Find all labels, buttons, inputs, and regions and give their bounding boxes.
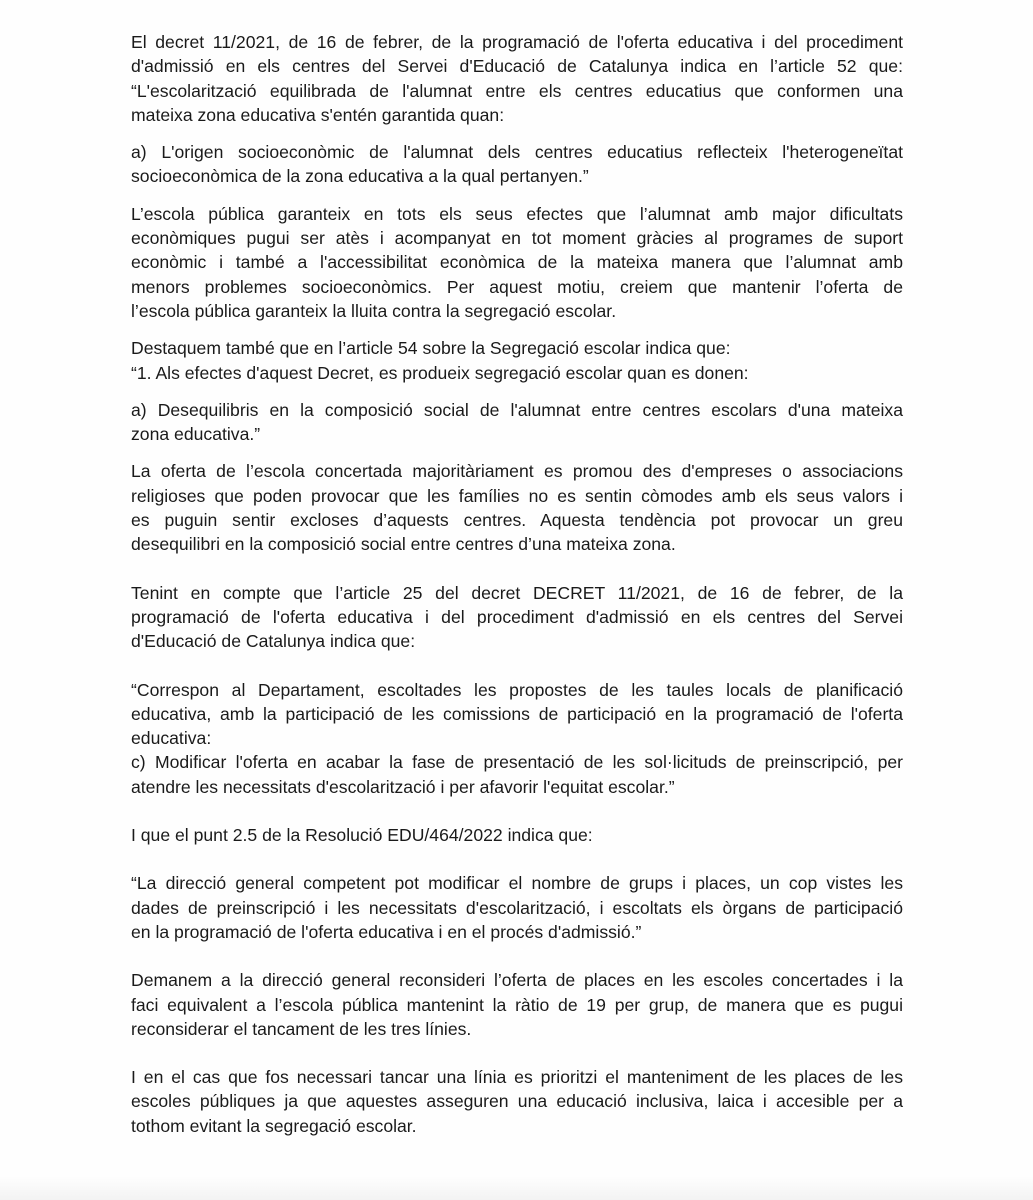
document-body [131, 30, 903, 1138]
paragraph-quote-resolution [131, 871, 903, 944]
text-line: a) L'origen socioeconòmic de l'alumnat dels centres educatius reflecteix l'heterogeneïtat [131, 142, 903, 163]
text-line: “1. Als efectes d'aquest Decret, es produeix segregació escolar quan es donen: [131, 362, 749, 383]
text-line: “L'escolarització equilibrada de l'alumnat entre els centres educatius que conformen una [131, 80, 903, 101]
text-line: tothom evitant la segregació escolar. [131, 1115, 417, 1136]
text-line: d'admissió en els centres del Servei d'Educació de Catalunya indica en l’article 52 que: [131, 56, 903, 77]
text-line: en la programació de l'oferta educativa i en el procés d'admissió.” [131, 921, 642, 942]
text-line: mateixa zona educativa s'entén garantida quan: [131, 104, 505, 125]
paragraph-resolution-intro [131, 823, 903, 847]
paragraph-request [131, 968, 903, 1041]
page-bottom-edge [0, 1176, 1033, 1200]
text-line: socioeconòmica de la zona educativa a la qual pertanyen.” [131, 166, 589, 187]
text-line: Tenint en compte que l’article 25 del decret DECRET 11/2021, de 16 de febrer, de la [131, 582, 903, 603]
text-line: l’escola pública garanteix la lluita contra la segregació escolar. [131, 300, 617, 321]
paragraph-public-school [131, 202, 903, 323]
text-line: religioses que poden provocar que les famílies no es sentin còmodes amb els seus valors i [131, 485, 903, 506]
text-line: es puguin sentir excloses d’aquests centres. Aquesta tendència pot provocar un greu [131, 510, 903, 531]
text-line: c) Modificar l'oferta en acabar la fase de presentació de les sol·licituds de preinscripció, per [131, 752, 903, 773]
text-line: “Correspon al Departament, escoltades les propostes de les taules locals de planificació [131, 679, 903, 700]
text-line: d'Educació de Catalunya indica que: [131, 631, 416, 652]
text-line: La oferta de l’escola concertada majoritàriament es promou des d'empreses o associacions [131, 461, 903, 482]
text-line: programació de l'oferta educativa i del procediment d'admissió en els centres del Servei [131, 606, 903, 627]
text-line: “La direcció general competent pot modificar el nombre de grups i places, un cop vistes les [131, 873, 903, 894]
paragraph-article-25 [131, 581, 903, 654]
text-line: econòmiques pugui ser atès i acompanyat en tot moment gràcies al programes de suport [131, 228, 903, 249]
text-line: dades de preinscripció i les necessitats d'escolarització, i escoltats els òrgans de participació [131, 897, 903, 918]
text-line: I en el cas que fos necessari tancar una línia es prioritzi el manteniment de les places de les [131, 1067, 903, 1088]
paragraph-quote-imbalance [131, 398, 903, 447]
text-line: a) Desequilibris en la composició social de l'alumnat entre centres escolars d'una mateixa [131, 399, 903, 420]
text-line: menors problemes socioeconòmics. Per aquest motiu, creiem que mantenir l’oferta de [131, 276, 903, 297]
paragraph-quote-a [131, 140, 903, 189]
paragraph-article-54 [131, 336, 903, 385]
text-line: educativa, amb la participació de les comissions de participació en la programació de l'oferta [131, 703, 903, 724]
text-line: faci equivalent a l’escola pública mantenint la ràtio de 19 per grup, de manera que es pugui [131, 994, 903, 1015]
paragraph-decree-intro [131, 30, 903, 127]
text-line: L’escola pública garanteix en tots els seus efectes que l’alumnat amb major dificultats [131, 203, 903, 224]
paragraph-concerted-school [131, 459, 903, 556]
text-line: El decret 11/2021, de 16 de febrer, de la programació de l'oferta educativa i del procediment [131, 32, 903, 52]
text-line: escoles públiques ja que aquestes asseguren una educació inclusiva, laica i accesible per a [131, 1091, 903, 1112]
text-line: desequilibri en la composició social entre centres d’una mateixa zona. [131, 534, 676, 555]
text-line: atendre les necessitats d'escolarització i per afavorir l'equitat escolar.” [131, 776, 675, 797]
paragraph-quote-department [131, 678, 903, 799]
text-line: educativa: [131, 728, 212, 749]
text-line: reconsiderar el tancament de les tres línies. [131, 1018, 472, 1039]
text-line: econòmic i també a l'accessibilitat econòmica de la mateixa manera que l’alumnat amb [131, 252, 903, 273]
text-line: I que el punt 2.5 de la Resolució EDU/464/2022 indica que: [131, 825, 593, 846]
paragraph-priority [131, 1065, 903, 1138]
text-line: Destaquem també que en l’article 54 sobre la Segregació escolar indica que: [131, 338, 731, 359]
text-line: Demanem a la direcció general reconsideri l’oferta de places en les escoles concertades i la [131, 970, 903, 991]
text-line: zona educativa.” [131, 424, 261, 445]
